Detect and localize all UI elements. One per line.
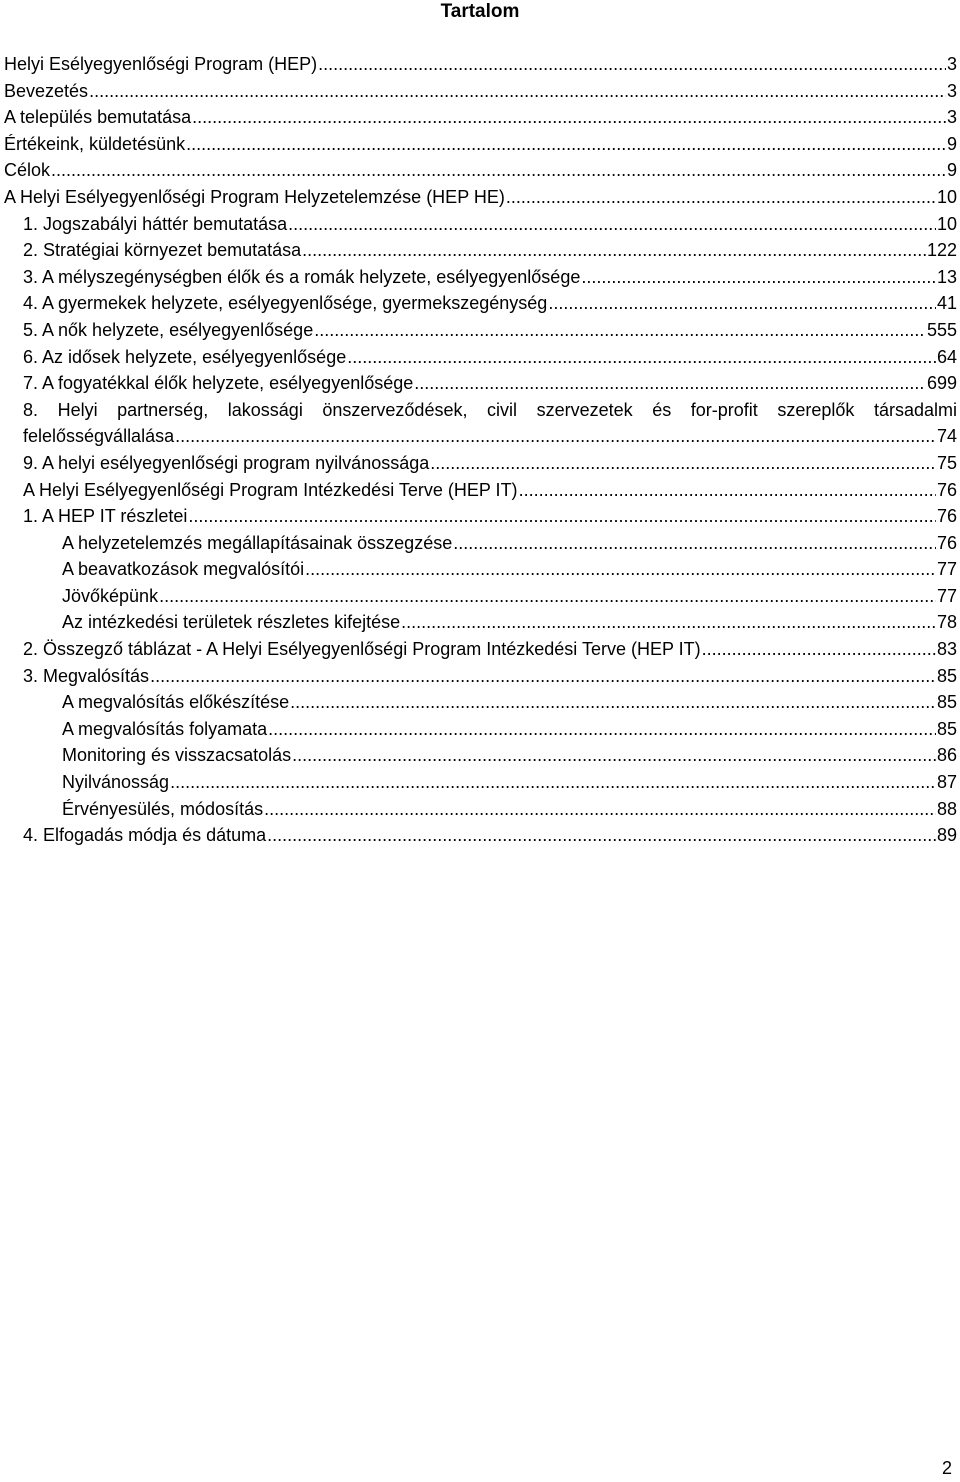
toc-entry-label: Az intézkedési területek részletes kifejtése [62, 612, 401, 633]
toc-entry-page: 85 [936, 665, 957, 686]
toc-entry-label: 4. A gyermekek helyzete, esélyegyenlősége, gyermekszegénység [23, 293, 548, 314]
toc-entry[interactable] [4, 264, 957, 291]
toc-entry-label: A beavatkozások megvalósítói [62, 559, 305, 580]
toc-leader-dots [453, 530, 936, 557]
toc-leader-dots [159, 583, 936, 610]
toc-entry-page: 85 [936, 718, 957, 739]
toc-entry-label: 4. Elfogadás módja és dátuma [23, 825, 267, 846]
toc-entry-label: Bevezetés [4, 80, 89, 101]
toc-entry[interactable] [4, 78, 957, 105]
toc-entry-page: 76 [936, 506, 957, 527]
toc-entry-page: 87 [936, 772, 957, 793]
toc-entry-label: 2. Stratégiai környezet bemutatása [23, 240, 302, 261]
toc-entry-label: A település bemutatása [4, 107, 192, 128]
toc-leader-dots [430, 450, 936, 477]
toc-entry-label: Monitoring és visszacsatolás [62, 745, 292, 766]
toc-entry-page: 3 [946, 107, 957, 128]
toc-entry-label: A Helyi Esélyegyenlőségi Program Helyzetelemzése (HEP HE) [4, 186, 505, 207]
toc-entry-page: 41 [936, 293, 957, 314]
toc-leader-dots [292, 742, 936, 769]
toc-leader-dots [290, 689, 936, 716]
toc-entry-page: 3 [946, 80, 957, 101]
toc-entry-page: 10 [936, 213, 957, 234]
toc-entry[interactable] [4, 583, 957, 610]
toc-entry-label: 1. A HEP IT részletei [23, 506, 188, 527]
toc-entry[interactable] [4, 104, 957, 131]
toc-entry[interactable] [4, 769, 957, 796]
toc-entry-label: 9. A helyi esélyegyenlőségi program nyilvánossága [23, 452, 430, 473]
toc-entry[interactable] [4, 157, 957, 184]
toc-entry[interactable] [4, 237, 957, 264]
toc-entry-label-continued: felelősségvállalása [23, 426, 175, 447]
toc-leader-dots [506, 184, 936, 211]
toc-entry[interactable] [4, 609, 957, 636]
toc-leader-dots [548, 290, 936, 317]
toc-leader-dots [267, 822, 936, 849]
toc-leader-dots [264, 796, 936, 823]
toc-entry-label: A helyzetelemzés megállapításainak összegzése [62, 532, 453, 553]
toc-entry[interactable] [4, 636, 957, 663]
toc-entry-label: 3. A mélyszegénységben élők és a romák helyzete, esélyegyenlősége [23, 266, 581, 287]
toc-leader-dots [288, 211, 936, 238]
toc-leader-dots [188, 503, 936, 530]
toc-leader-dots [302, 237, 926, 264]
toc-leader-dots [305, 556, 936, 583]
toc-leader-dots [581, 264, 936, 291]
toc-entry-label: Érvényesülés, módosítás [62, 798, 264, 819]
toc-entry-label: 7. A fogyatékkal élők helyzete, esélyegyenlősége [23, 373, 414, 394]
toc-entry-page: 88 [936, 798, 957, 819]
toc-entry-wrapped[interactable] [4, 397, 957, 450]
toc-leader-dots [318, 51, 946, 78]
toc-entry-page: 78 [936, 612, 957, 633]
toc-entry-page: 77 [936, 559, 957, 580]
toc-entry-page: 9 [946, 160, 957, 181]
toc-entry[interactable] [4, 317, 957, 344]
toc-entry-page: 76 [936, 532, 957, 553]
toc-entry[interactable] [4, 51, 957, 78]
toc-leader-dots [268, 716, 936, 743]
toc-entry-label: Jövőképünk [62, 585, 159, 606]
toc-entry-label: Célok [4, 160, 51, 181]
toc-entry-label: 1. Jogszabályi háttér bemutatása [23, 213, 288, 234]
page-number: 2 [941, 1458, 952, 1478]
toc-entry-page: 9 [946, 133, 957, 154]
toc-entry-label: Nyilvánosság [62, 772, 170, 793]
toc-leader-dots [175, 423, 936, 450]
toc-entry-label: 5. A nők helyzete, esélyegyenlősége [23, 319, 314, 340]
toc-leader-dots [314, 317, 926, 344]
toc-entry-label: A Helyi Esélyegyenlőségi Program Intézkedési Terve (HEP IT) [23, 479, 518, 500]
toc-entry[interactable] [4, 822, 957, 849]
toc-entry[interactable] [4, 344, 957, 371]
toc-entry-label: 6. Az idősek helyzete, esélyegyenlősége [23, 346, 347, 367]
toc-entry-page: 64 [936, 346, 957, 367]
toc-entry-label: 2. Összegző táblázat - A Helyi Esélyegyenlőségi Program Intézkedési Terve (HEP IT) [23, 639, 701, 660]
toc-section-1 [4, 51, 957, 397]
toc-entry-page: 13 [936, 266, 957, 287]
toc-leader-dots [192, 104, 946, 131]
toc-entry-page: 85 [936, 692, 957, 713]
toc-leader-dots [347, 344, 936, 371]
toc-leader-dots [170, 769, 936, 796]
toc-entry-page: 74 [936, 426, 957, 447]
toc-entry-label: Értékeink, küldetésünk [4, 133, 186, 154]
toc-section-2 [4, 450, 957, 849]
toc-entry-page: 10 [936, 186, 957, 207]
toc-entry[interactable] [4, 211, 957, 238]
toc-leader-dots [414, 370, 926, 397]
toc-entry[interactable] [4, 503, 957, 530]
toc-entry[interactable] [4, 477, 957, 504]
toc-entry[interactable] [4, 742, 957, 769]
toc-entry-label: 8. Helyi partnerség, lakossági önszerveződések, civil szervezetek és for-profit szereplők társadalmi [23, 399, 957, 420]
toc-leader-dots [150, 663, 936, 690]
toc-entry[interactable] [4, 663, 957, 690]
toc-entry[interactable] [4, 450, 957, 477]
toc-leader-dots [401, 609, 936, 636]
toc-entry-page: 76 [936, 479, 957, 500]
toc-entry[interactable] [4, 556, 957, 583]
toc-entry-label: 3. Megvalósítás [23, 665, 150, 686]
toc-entry[interactable] [4, 131, 957, 158]
toc-entry-page: 555 [926, 319, 957, 340]
toc-entry-page: 77 [936, 585, 957, 606]
toc-entry[interactable] [4, 530, 957, 557]
table-of-contents [4, 51, 957, 849]
toc-entry-page: 83 [936, 639, 957, 660]
toc-entry-page: 89 [936, 825, 957, 846]
toc-leader-dots [702, 636, 936, 663]
toc-entry[interactable] [4, 370, 957, 397]
toc-entry-label: Helyi Esélyegyenlőségi Program (HEP) [4, 54, 318, 74]
toc-leader-dots [89, 78, 946, 105]
toc-entry-page: 86 [936, 745, 957, 766]
toc-entry-label: A megvalósítás folyamata [62, 718, 268, 739]
toc-entry-label: A megvalósítás előkészítése [62, 692, 290, 713]
toc-entry-page: 3 [946, 54, 957, 74]
toc-entry-page: 699 [926, 373, 957, 394]
toc-entry[interactable] [4, 796, 957, 823]
toc-entry[interactable] [4, 184, 957, 211]
toc-entry-page: 75 [936, 452, 957, 473]
page-title: Tartalom [440, 1, 520, 22]
toc-leader-dots [51, 157, 946, 184]
toc-entry[interactable] [4, 716, 957, 743]
toc-entry[interactable] [4, 290, 957, 317]
toc-leader-dots [519, 477, 936, 504]
toc-entry-page: 122 [926, 240, 957, 261]
toc-entry[interactable] [4, 689, 957, 716]
toc-leader-dots [186, 131, 946, 158]
